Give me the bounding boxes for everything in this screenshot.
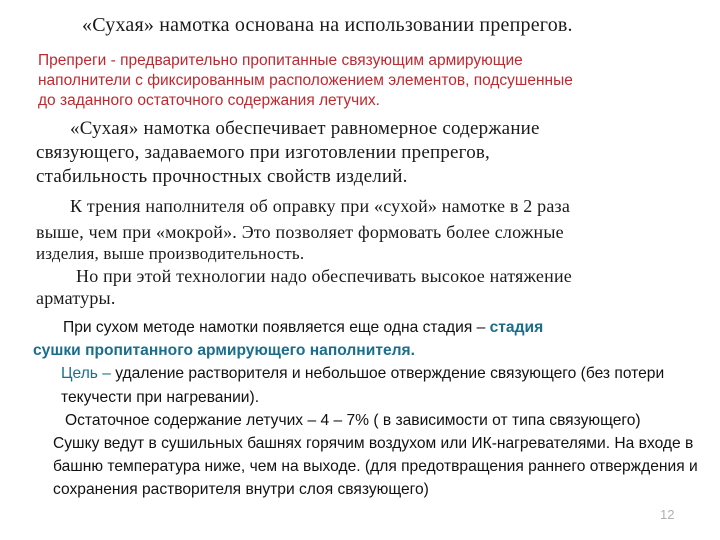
paragraph-1-highlight-b: сушки пропитанного армирующего наполнителя.: [33, 342, 415, 360]
paragraph-3-text: Остаточное содержание летучих – 4 – 7% ( в зависимости от типа связующего): [65, 411, 641, 429]
scan-line-2: «Сухая» намотка обеспечивает равномерное содержание: [70, 118, 540, 139]
scan-red-line-2: наполнители с фиксированным расположением элементов, подсушенные: [38, 72, 573, 89]
scan-red-line-1: Препреги - предварительно пропитанные связующим армирующие: [38, 52, 523, 69]
page-number: 12: [660, 507, 675, 522]
body-text: [33, 316, 713, 502]
paragraph-1-text: При сухом методе намотки появляется еще одна стадия –: [63, 319, 490, 336]
paragraph-3: [33, 409, 713, 432]
scan-line-6: выше, чем при «мокрой». Это позволяет формовать более сложные: [36, 222, 564, 242]
scanned-text-image: [30, 10, 690, 308]
scan-line-9: арматуры.: [36, 288, 116, 308]
paragraph-2-label: Цель –: [61, 365, 116, 383]
paragraph-2-text: удаление растворителя и небольшое отверждение связующего (без потери текучести при нагревании).: [61, 365, 665, 406]
paragraph-4: [33, 432, 713, 502]
paragraph-1: [33, 316, 713, 339]
paragraph-4-text: Сушку ведут в сушильных башнях горячим воздухом или ИК-нагревателями. На входе в башню температура ниже, чем на выходе. (для предотвращения раннего отверждения и сохранения растворителя внутри слоя связующего): [53, 435, 698, 499]
paragraph-2: [33, 362, 713, 408]
scan-line-3: связующего, задаваемого при изготовлении препрегов,: [36, 142, 491, 163]
scan-red-line-3: до заданного остаточного содержания летучих.: [38, 92, 380, 109]
scan-line-7: изделия, выше производительность.: [36, 244, 305, 263]
scan-line-5: К трения наполнителя об оправку при «сухой» намотке в 2 раза: [70, 196, 571, 216]
paragraph-1-highlight-a: стадия: [489, 319, 544, 336]
scan-line-4: стабильность прочностных свойств изделий.: [36, 166, 408, 187]
paragraph-1-continuation: [33, 339, 713, 362]
scan-line-8: Но при этой технологии надо обеспечивать высокое натяжение: [76, 266, 572, 286]
scan-line-1: «Сухая» намотка основана на использовании препрегов.: [82, 14, 573, 36]
